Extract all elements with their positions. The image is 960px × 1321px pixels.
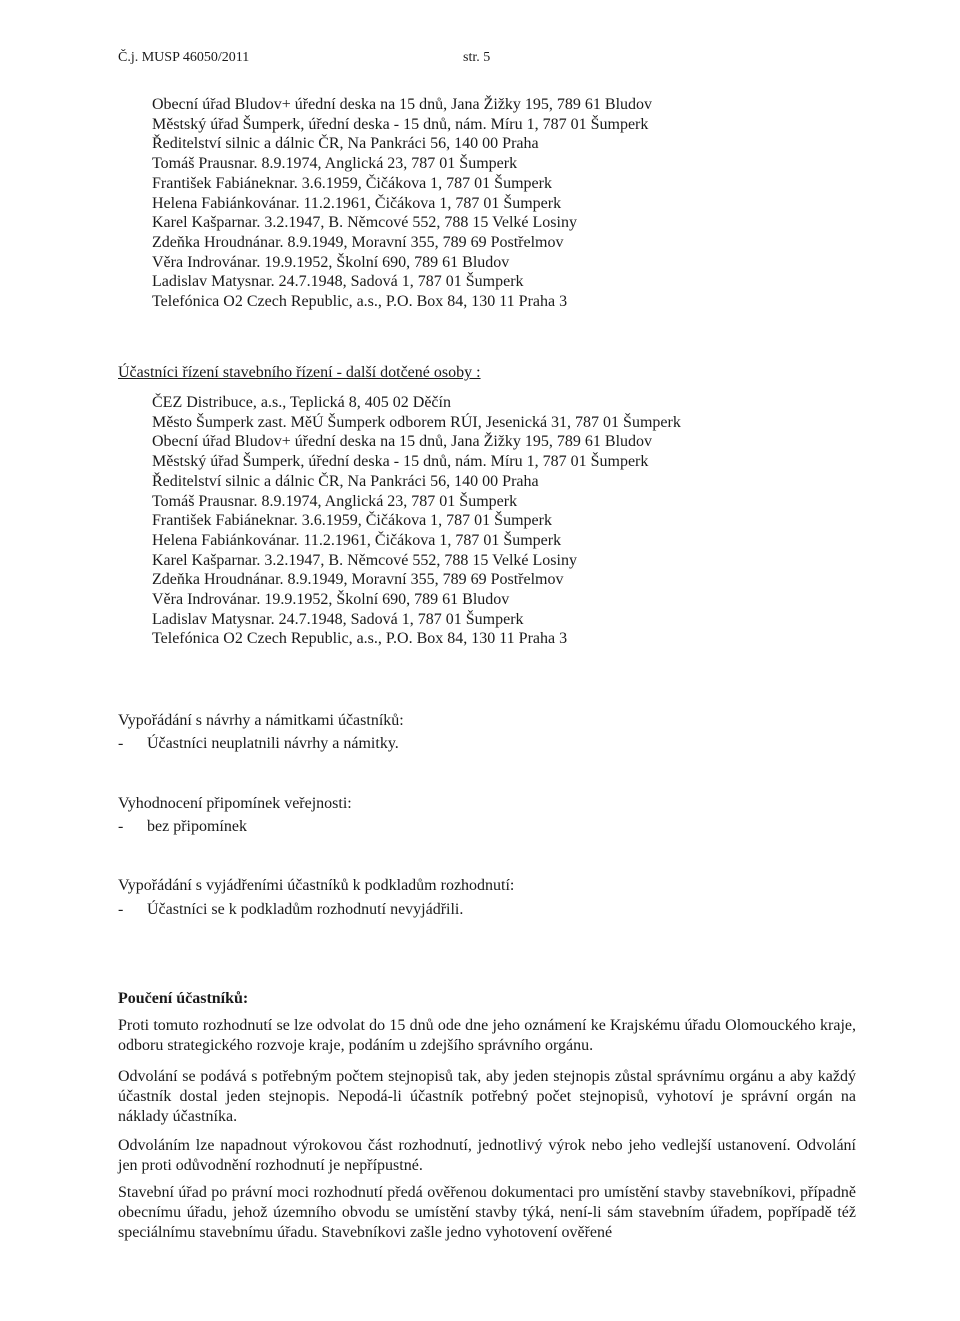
instructions-paragraph: Odvolání se podává s potřebným počtem stejnopisů tak, aby jeden stejnopis zůstal správnímu orgánu a aby každý účastník dostal jeden stejnopis. Nepodá-li účastník potřebný počet stejnopisů, vyhotoví je správní orgán na náklady účastníka.	[118, 1068, 856, 1125]
recipient-line: František Fabiáneknar. 3.6.1959, Čičákova 1, 787 01 Šumperk	[152, 512, 552, 530]
recipient-line: Telefónica O2 Czech Republic, a.s., P.O. Box 84, 130 11 Praha 3	[152, 293, 568, 311]
instructions-heading: Poučení účastníků:	[118, 990, 249, 1007]
statements-text: Účastníci se k podkladům rozhodnutí nevyjádřili.	[147, 901, 464, 918]
recipient-line: Tomáš Prausnar. 8.9.1974, Anglická 23, 787 01 Šumperk	[152, 155, 518, 173]
recipient-line: Zdeňka Hroudnánar. 8.9.1949, Moravní 355, 789 69 Postřelmov	[152, 233, 564, 251]
recipient-line: Město Šumperk zast. MěÚ Šumperk odborem RÚI, Jesenická 31, 787 01 Šumperk	[152, 413, 681, 431]
public-comments-bullet	[118, 818, 247, 836]
reference-number: Č.j. MUSP 46050/2011	[118, 50, 250, 65]
recipient-line: Telefónica O2 Czech Republic, a.s., P.O. Box 84, 130 11 Praha 3	[152, 630, 568, 648]
statements-label: Vypořádání s vyjádřeními účastníků k podkladům rozhodnutí:	[118, 877, 515, 894]
instructions-paragraph: Odvoláním lze napadnout výrokovou část rozhodnutí, jednotlivý výrok nebo jeho vedlejší ustanovení. Odvolání jen proti odůvodnění rozhodnutí je nepřípustné.	[118, 1137, 856, 1174]
instructions-paragraph: Stavební úřad po právní moci rozhodnutí předá ověřenou dokumentaci pro umístění stavby stavebníkovi, případně obecnímu úřadu, jehož územního obvodu se umístění stavby týká, není-li sám stavebním úřadem, popřípadě též speciálnímu stavebnímu úřadu. Stavebníkovi zašle jedno vyhotovení ověřené	[118, 1184, 856, 1241]
page-number: str. 5	[463, 50, 491, 65]
public-comments-text: bez připomínek	[147, 818, 247, 835]
bullet-dash: -	[118, 818, 124, 835]
bullet-dash: -	[118, 901, 124, 918]
recipient-line: Helena Fabiánkovánar. 11.2.1961, Čičákova 1, 787 01 Šumperk	[152, 531, 562, 549]
recipient-line: Městský úřad Šumperk, úřední deska - 15 dnů, nám. Míru 1, 787 01 Šumperk	[152, 453, 649, 471]
recipient-line: Městský úřad Šumperk, úřední deska - 15 dnů, nám. Míru 1, 787 01 Šumperk	[152, 115, 649, 133]
public-comments-label: Vyhodnocení připomínek veřejnosti:	[118, 795, 352, 812]
objections-bullet	[118, 735, 399, 753]
recipient-line: Karel Kašparnar. 3.2.1947, B. Němcové 552, 788 15 Velké Losiny	[152, 214, 577, 232]
recipient-line: Tomáš Prausnar. 8.9.1974, Anglická 23, 787 01 Šumperk	[152, 492, 518, 510]
statements-bullet	[118, 901, 463, 919]
objections-text: Účastníci neuplatnili návrhy a námitky.	[147, 735, 399, 752]
recipient-line: Ředitelství silnic a dálnic ČR, Na Pankráci 56, 140 00 Praha	[152, 135, 539, 153]
recipient-line: Helena Fabiánkovánar. 11.2.1961, Čičákova 1, 787 01 Šumperk	[152, 194, 562, 212]
participants-heading: Účastníci řízení stavebního řízení - další dotčené osoby :	[118, 364, 481, 381]
recipient-line: ČEZ Distribuce, a.s., Teplická 8, 405 02 Děčín	[152, 394, 451, 411]
recipient-line: František Fabiáneknar. 3.6.1959, Čičákova 1, 787 01 Šumperk	[152, 174, 552, 192]
recipient-list-bottom	[152, 393, 681, 649]
recipient-line: Věra Indrovánar. 19.9.1952, Školní 690, 789 61 Bludov	[152, 591, 510, 609]
recipient-line: Zdeňka Hroudnánar. 8.9.1949, Moravní 355, 789 69 Postřelmov	[152, 571, 564, 589]
recipient-line: Obecní úřad Bludov+ úřední deska na 15 dnů, Jana Žižky 195, 789 61 Bludov	[152, 96, 653, 113]
instructions-paragraph: Proti tomuto rozhodnutí se lze odvolat do 15 dnů ode dne jeho oznámení ke Krajskému úřadu Olomouckého kraje, odboru strategického rozvoje kraje, podáním u zdejšího správního orgánu.	[118, 1017, 856, 1054]
recipient-list-top	[152, 95, 652, 312]
recipient-line: Obecní úřad Bludov+ úřední deska na 15 dnů, Jana Žižky 195, 789 61 Bludov	[152, 433, 653, 451]
recipient-line: Ladislav Matysnar. 24.7.1948, Sadová 1, 787 01 Šumperk	[152, 273, 524, 291]
objections-label: Vypořádání s návrhy a námitkami účastníků:	[118, 712, 404, 729]
recipient-line: Ředitelství silnic a dálnic ČR, Na Pankráci 56, 140 00 Praha	[152, 472, 539, 490]
recipient-line: Ladislav Matysnar. 24.7.1948, Sadová 1, 787 01 Šumperk	[152, 610, 524, 628]
recipient-line: Věra Indrovánar. 19.9.1952, Školní 690, 789 61 Bludov	[152, 253, 510, 271]
recipient-line: Karel Kašparnar. 3.2.1947, B. Němcové 552, 788 15 Velké Losiny	[152, 551, 577, 569]
bullet-dash: -	[118, 735, 124, 752]
